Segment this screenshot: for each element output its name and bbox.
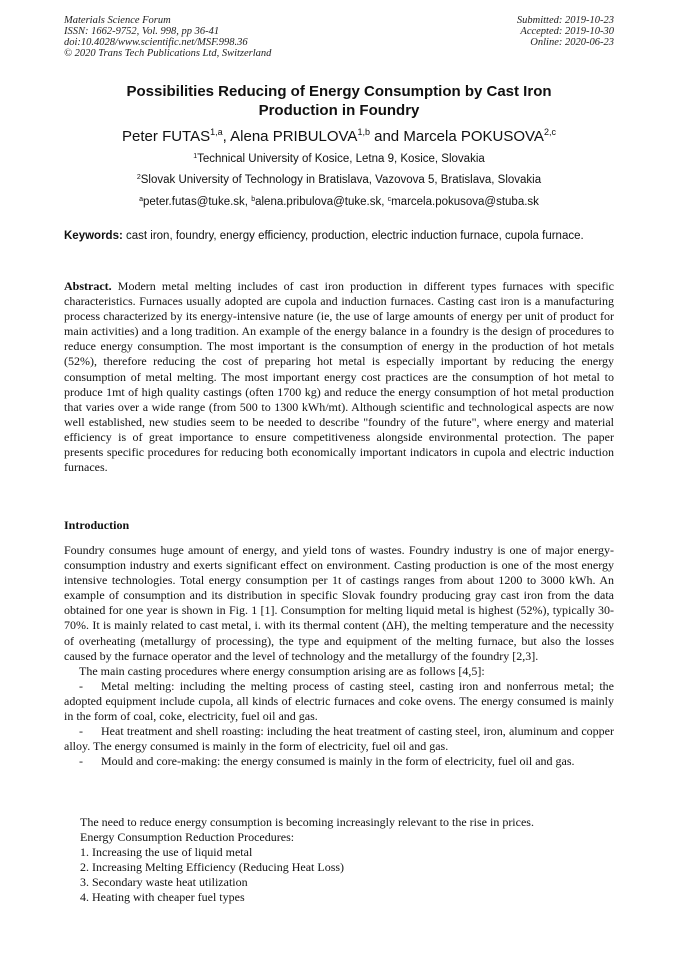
keywords-label: Keywords: bbox=[64, 230, 123, 242]
bullet-dash: - bbox=[79, 754, 83, 769]
paragraph: The main casting procedures where energy consumption arising are as follows [4,5]: bbox=[79, 663, 485, 678]
email-addresses bbox=[64, 193, 614, 209]
list-item: 3. Secondary waste heat utilization bbox=[80, 875, 248, 890]
email-superscript: c bbox=[387, 196, 392, 203]
affiliation-superscript: 2 bbox=[136, 174, 141, 181]
author-name: Peter FUTAS bbox=[122, 128, 211, 145]
keywords bbox=[64, 229, 614, 244]
journal-name: Materials Science Forum bbox=[64, 15, 171, 26]
author-superscript: 2,c bbox=[543, 127, 556, 137]
procedures-section bbox=[80, 815, 614, 906]
list-item-text: Heat treatment and shell roasting: including the heat treatment of casting steel, iron, aluminum and copper alloy. The energy consumed is mainly in the form of electricity, fuel oil and gas. bbox=[64, 724, 614, 754]
keywords-text: cast iron, foundry, energy efficiency, production, electric induction furnace, cupola furnace. bbox=[122, 230, 584, 242]
affiliation-text: Slovak University of Technology in Bratislava, Vazovova 5, Bratislava, Slovakia bbox=[140, 174, 542, 186]
abstract-text: Modern metal melting includes of cast iron production in different types furnaces with specific characteristics. Furnaces usually adopted are cupola and induction furnaces. Casting cast iron is a manufacturing process characterized by its energy-intensive nature (ie, the use of large amounts of energy per unit of product for main activities) and a long tradition. An example of the energy balance in a foundry is the design of procedures to reduce energy consumption. The most important is the consumption of energy in the production of hot metals (52%), therefore reducing the cost of preparing hot metal is especially important by reducing the energy consumption of metal melting. The most important energy cost practices are the consumption of hot metal to produce 1mt of high quality castings (often 1700 kg) and reduce the energy consumption of hot metal production that varies over a wide range (from 500 to 1300 kWh/mt). Although scientific and technological aspects are now well established, new studies seem to be needed to describe "foundry of the future", where energy and material efficiency is of great importance to ensure competitiveness alongside environmental protection. The paper presents specific procedures for reducing both economically important indicators in cupola and electric induction furnaces. bbox=[64, 279, 614, 475]
bullet-dash: - bbox=[79, 724, 83, 739]
email-superscript: b bbox=[251, 196, 256, 203]
email-link[interactable]: peter.futas@tuke.sk, bbox=[142, 196, 252, 208]
list-item bbox=[64, 754, 614, 769]
affiliation-1 bbox=[64, 150, 614, 166]
author-name: Alena PRIBULOVA bbox=[230, 128, 358, 145]
doi[interactable]: doi:10.4028/www.scientific.net/MSF.998.36 bbox=[64, 37, 248, 48]
paper-title bbox=[64, 82, 614, 120]
accepted-date: Accepted: 2019-10-30 bbox=[520, 26, 614, 37]
journal-info bbox=[64, 15, 271, 59]
abstract bbox=[64, 279, 614, 475]
author-superscript: 1,b bbox=[357, 127, 370, 137]
affiliation-text: Technical University of Kosice, Letna 9, Kosice, Slovakia bbox=[197, 153, 485, 165]
list-item bbox=[64, 679, 614, 724]
procedures-heading: Energy Consumption Reduction Procedures: bbox=[80, 830, 295, 845]
affiliation-superscript: 1 bbox=[193, 153, 198, 160]
title-line-2: Production in Foundry bbox=[258, 102, 420, 119]
author-separator: and bbox=[369, 128, 404, 145]
list-item: 2. Increasing Melting Efficiency (Reducing Heat Loss) bbox=[80, 860, 345, 875]
author-superscript: 1,a bbox=[210, 127, 223, 137]
title-line-1: Possibilities Reducing of Energy Consumption by Cast Iron bbox=[126, 83, 552, 100]
affiliation-2 bbox=[64, 171, 614, 187]
list-item-text: Metal melting: including the melting process of casting steel, casting iron and nonferrous metal; the adopted equipment include cupola, all kinds of electric furnaces and coke ovens. The energy consumed is mainly in the form of coal, coke, electricity, fuel oil and gas. bbox=[64, 678, 614, 724]
list-item bbox=[64, 724, 614, 754]
abstract-label: Abstract. bbox=[64, 279, 112, 293]
author-separator: , bbox=[222, 128, 231, 145]
author-name: Marcela POKUSOVA bbox=[403, 128, 544, 145]
paragraph: The need to reduce energy consumption is becoming increasingly relevant to the rise in prices. bbox=[80, 815, 534, 829]
submitted-date: Submitted: 2019-10-23 bbox=[516, 15, 614, 26]
list-item-text: Mould and core-making: the energy consumed is mainly in the form of electricity, fuel oil and gas. bbox=[101, 754, 575, 769]
email-superscript: a bbox=[139, 196, 143, 203]
copyright: © 2020 Trans Tech Publications Ltd, Switzerland bbox=[64, 48, 272, 59]
submission-dates bbox=[517, 15, 614, 48]
list-item: 4. Heating with cheaper fuel types bbox=[80, 890, 245, 905]
email-link[interactable]: alena.pribulova@tuke.sk, bbox=[255, 196, 388, 208]
bullet-dash: - bbox=[79, 678, 83, 693]
author-list bbox=[64, 123, 614, 146]
email-link[interactable]: marcela.pokusova@stuba.sk bbox=[391, 196, 539, 208]
online-date: Online: 2020-06-23 bbox=[530, 37, 614, 48]
list-item: 1. Increasing the use of liquid metal bbox=[80, 845, 253, 860]
introduction-body bbox=[64, 543, 614, 769]
issn-volume: ISSN: 1662-9752, Vol. 998, pp 36-41 bbox=[64, 26, 220, 37]
paragraph: Foundry consumes huge amount of energy, and yield tons of wastes. Foundry industry is one of major energy-consumption industry and exerts significant effect on environment. Casting production is one of the most energy intensive technologies. Total energy consumption per 1t of castings ranges from about 1200 to 3000 kWh. An example of consumption and its distribution in specific Slovak foundry producing gray cast iron from the data obtained for one year is shown in Fig. 1 [1]. Consumption for melting liquid metal is highest (52%), typically 30-70%. It is mainly related to cast metal, i. with its thermal content (ΔH), the melting temperature and the necessity of overheating (metallurgy of processing), the type and equipment of the melting furnace, but also the losses caused by the furnace operator and the level of technology and the metallurgy of the foundry [2,3]. bbox=[64, 543, 614, 663]
introduction-heading: Introduction bbox=[64, 518, 130, 532]
